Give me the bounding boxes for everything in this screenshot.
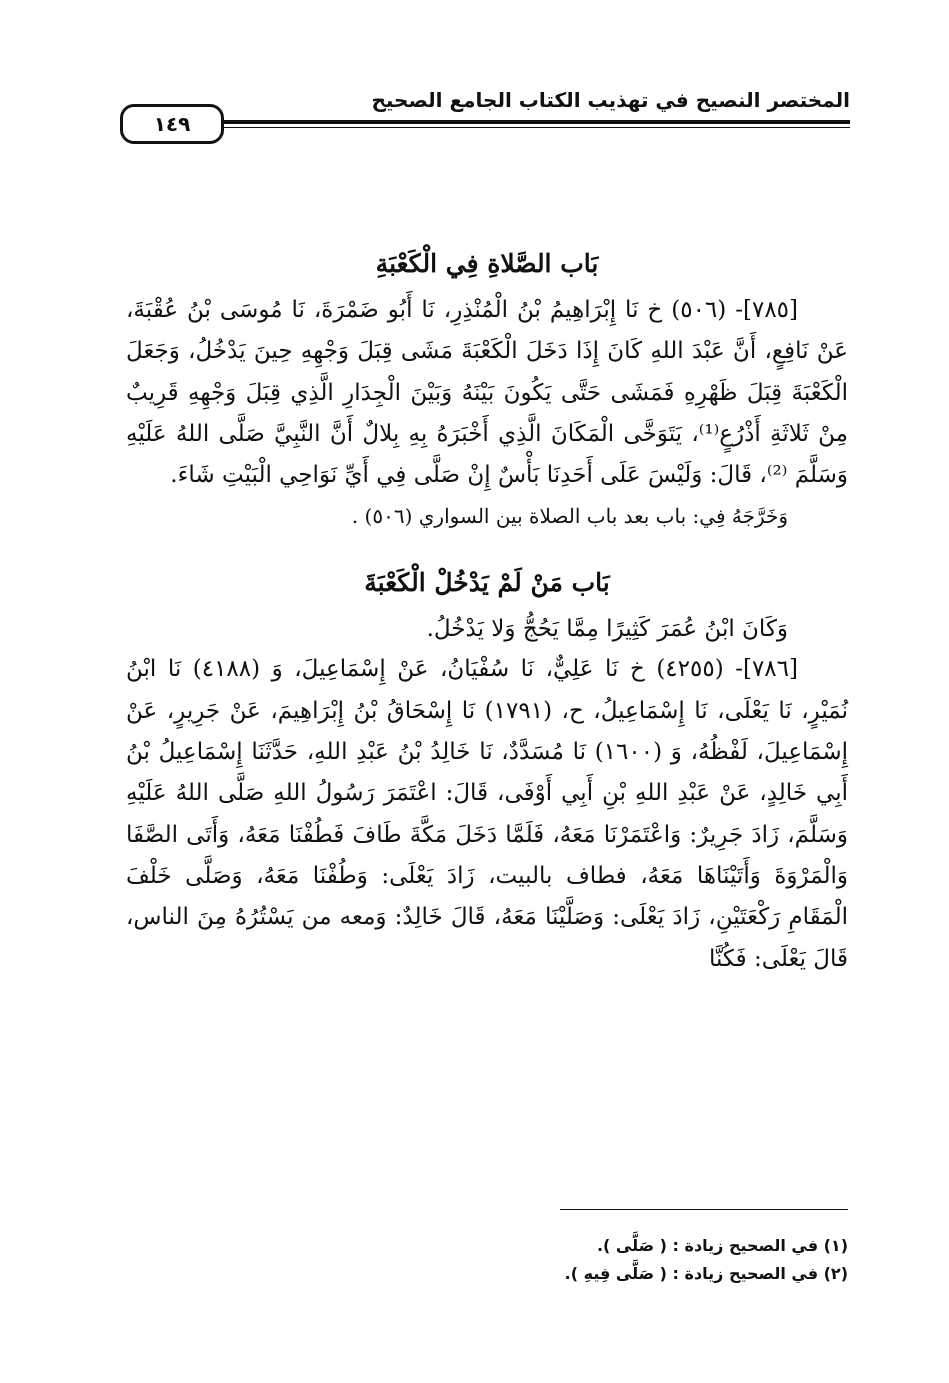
page-number-box [120,104,224,144]
hadith-785-reference: وَخَرَّجَهُ فِي: باب بعد باب الصلاة بين السواري (٥٠٦) . [351,504,788,529]
chapter-note: وَكَانَ ابْنُ عُمَرَ كَثِيرًا مِمَّا يَحُجُّ وَلا يَدْخُلُ. [426,616,788,643]
page-header [120,82,850,152]
section-gap [126,537,848,557]
footnotes [440,1232,848,1288]
header-rule-thick [220,120,850,124]
header-rule-thin [220,127,850,128]
footnote-separator [560,1209,848,1210]
footnote-1: (١) في الصحيح زيادة : ( صَلَّى ). [596,1236,848,1255]
chapter-title-prayer-in-kaaba: بَاب الصَّلاةِ فِي الْكَعْبَةِ [375,249,599,278]
chapter-title-not-entering-kaaba: بَاب مَنْ لَمْ يَدْخُلْ الْكَعْبَةَ [364,568,610,598]
main-text [126,238,848,980]
hadith-786: [٧٨٦]- (٤٢٥٥) خ نَا عَلِيٌّ، نَا سُفْيَانُ، عَنْ إِسْمَاعِيلَ، وَ (٤١٨٨) نَا ابْنُ نُمَيْرٍ، نَا يَعْلَى، نَا إِسْمَاعِيلُ، ح، (١٧٩١) نَا إِسْحَاقُ بْنُ إِبْرَاهِيمَ، عَنْ جَرِيرٍ، عَنْ إِسْمَاعِيلَ، لَفْظُهُ، وَ (١٦٠٠) نَا مُسَدَّدٌ، نَا خَالِدُ بْنُ عَبْدِ اللهِ، حَدَّثَنَا إِسْمَاعِيلُ بْنُ أَبِي خَالِدٍ، عَنْ عَبْدِ اللهِ بْنِ أَبِي أَوْفَى، قَالَ: اعْتَمَرَ رَسُولُ اللهِ صَلَّى اللهُ عَلَيْهِ وَسَلَّمَ، زَادَ جَرِيرٌ: وَاعْتَمَرْنَا مَعَهُ، فَلَمَّا دَخَلَ مَكَّةَ طَافَ فَطُفْنَا مَعَهُ، وَأَتَى الصَّفَا وَالْمَرْوَةَ وَأَتَيْنَاهَا مَعَهُ، فطاف بالبيت، زَادَ يَعْلَى: وَطُفْنَا مَعَهُ، وَصَلَّى خَلْفَ الْمَقَامِ رَكْعَتَيْنِ، زَادَ يَعْلَى: وَصَلَّيْنَا مَعَهُ، قَالَ خَالِدٌ: وَمعه من يَسْتُرُهُ مِنَ الناس، قَالَ يَعْلَى: فَكُنَّا [126,656,849,972]
page-number: ١٤٩ [153,112,191,136]
footnote-2: (٢) في الصحيح زيادة : ( صَلَّى فِيهِ ). [564,1264,848,1283]
hadith-785: [٧٨٥]- (٥٠٦) خ نَا إِبْرَاهِيمُ بْنُ الْمُنْذِرِ، نَا أَبُو ضَمْرَةَ، نَا مُوسَى بْنُ عُقْبَةَ، عَنْ نَافِعٍ، أَنَّ عَبْدَ اللهِ كَانَ إِذَا دَخَلَ الْكَعْبَةَ مَشَى قِبَلَ وَجْهِهِ حِينَ يَدْخُلُ، وَجَعَلَ الْكَعْبَةَ قِبَلَ ظَهْرِهِ فَمَشَى حَتَّى يَكُونَ بَيْنَهُ وَبَيْنَ الْجِدَارِ الَّذِي قِبَلَ وَجْهِهِ قَرِيبٌ مِنْ ثَلاثَةِ أَذْرُعٍ⁽¹⁾، يَتَوَخَّى الْمَكَانَ الَّذِي أَخْبَرَهُ بِهِ بِلالٌ أَنَّ النَّبِيَّ صَلَّى اللهُ عَلَيْهِ وَسَلَّمَ ⁽²⁾، قَالَ: وَلَيْسَ عَلَى أَحَدِنَا بَأْسٌ إِنْ صَلَّى فِي أَيِّ نَوَاحِي الْبَيْتِ شَاءَ. [126,297,848,489]
book-title: المختصر النصيح في تهذيب الكتاب الجامع الصحيح [371,88,850,112]
